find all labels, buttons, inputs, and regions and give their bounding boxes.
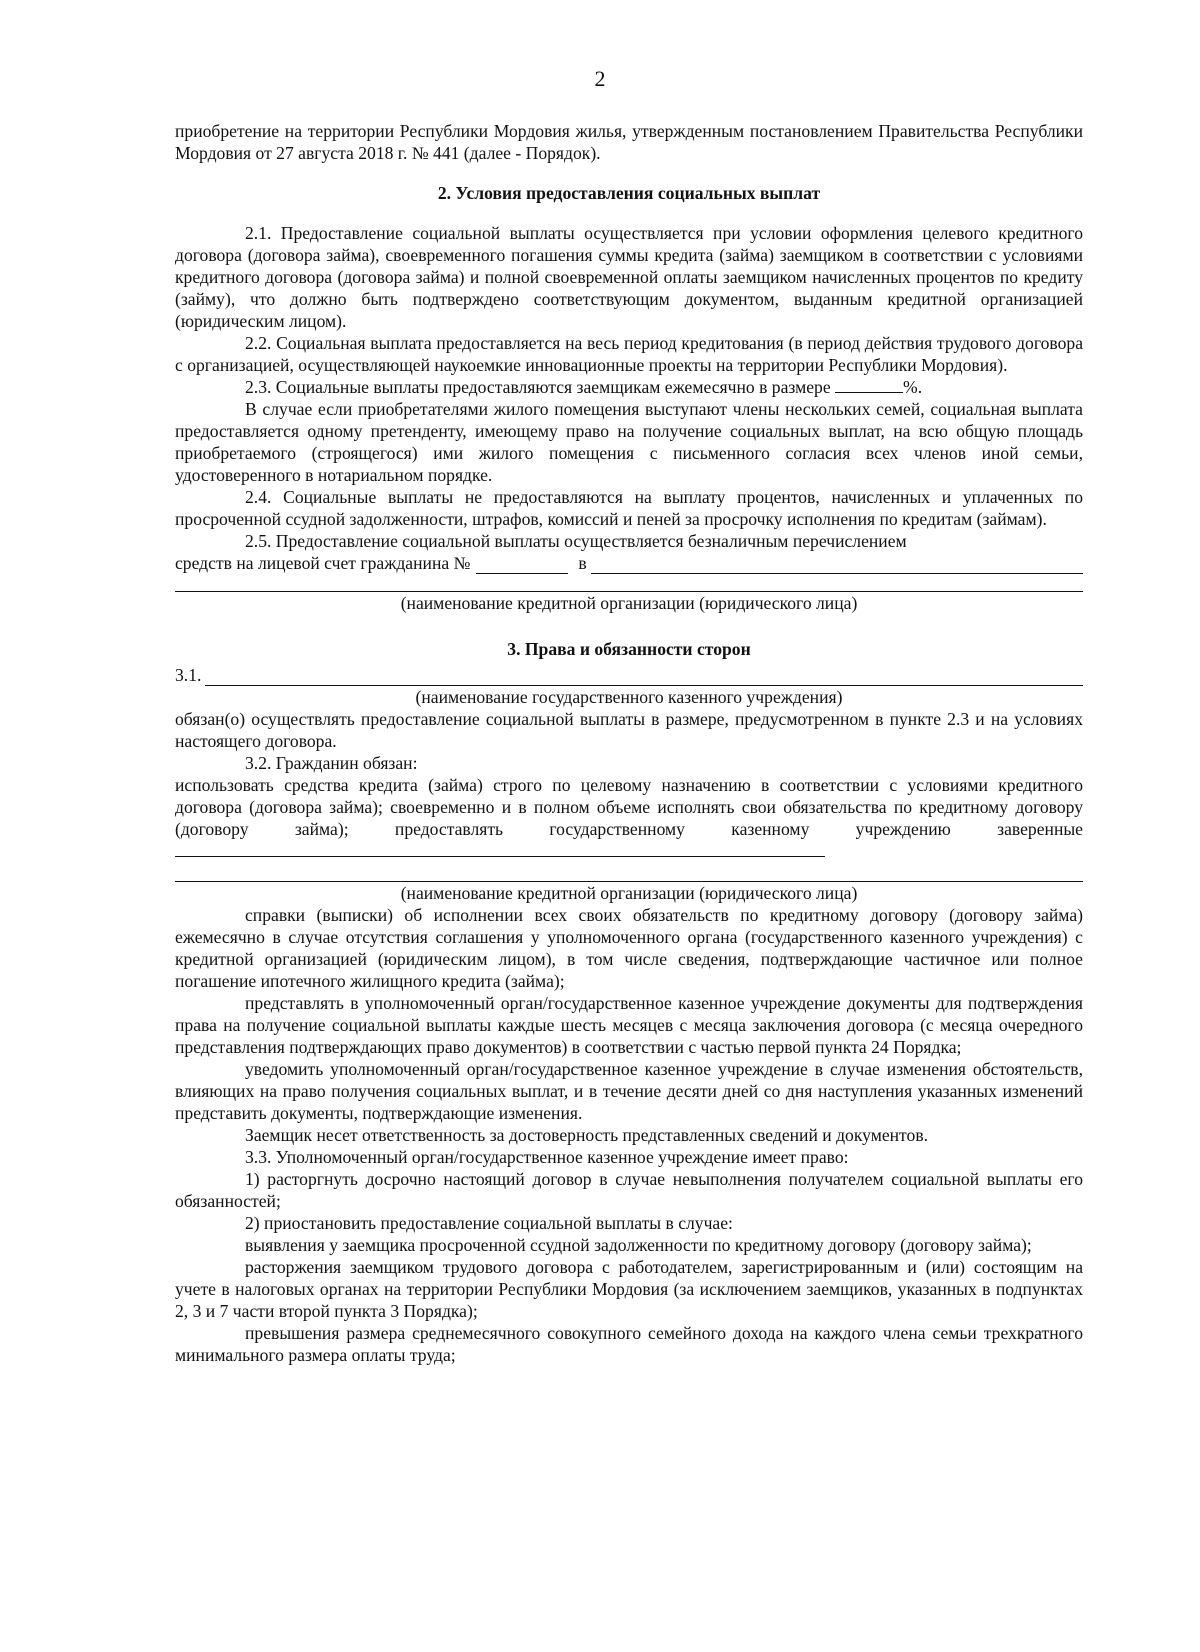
paragraph-2-4: 2.4. Социальные выплаты не предоставляются на выплату процентов, начисленных и уплаченных по просроченной ссудной задолженности, штрафов, комиссий и пеней за просрочку исполнения по кредитам (займам).: [175, 487, 1083, 529]
intro-paragraph: приобретение на территории Республики Мордовия жилья, утвержденным постановлением Правительства Республики Мордовия от 27 августа 2018 г. № 441 (далее - Порядок).: [175, 121, 1083, 163]
bank-prefix: в: [578, 553, 587, 573]
paragraph-3-3-1: 1) расторгнуть досрочно настоящий договор в случае невыполнения получателем социальной выплаты его обязанностей;: [175, 1169, 1083, 1211]
bank-name-blank: [591, 557, 1083, 574]
paragraph-3-2-head: 3.2. Гражданин обязан:: [245, 753, 418, 773]
paragraph-2-3: [175, 376, 1083, 398]
paragraph-prevysheniya: превышения размера среднемесячного совокупного семейного дохода на каждого члена семьи трехкратного минимального размера оплаты труда;: [175, 1323, 1083, 1365]
account-number-blank: [476, 557, 568, 574]
paragraph-zaemshik: Заемщик несет ответственность за достоверность представленных сведений и документов.: [245, 1125, 929, 1145]
document-body: [175, 120, 1083, 1366]
account-line: [175, 552, 1083, 574]
paragraph-3-1-text: обязан(о) осуществлять предоставление социальной выплаты в размере, предусмотренном в пункте 2.3 и на условиях настоящего договора.: [175, 709, 1083, 751]
account-label: средств на лицевой счет гражданина №: [175, 553, 471, 573]
percent-sign: %.: [903, 377, 923, 397]
paragraph-3-2-text: [175, 774, 1083, 862]
paragraph-2-1: 2.1. Предоставление социальной выплаты осуществляется при условии оформления целевого кредитного договора (договора займа), своевременного погашения суммы кредита (займа) заемщиком в соответствии с условиями кредитного договора (договора займа) и полной своевременной оплаты заемщиком начисленных процентов по кредиту (займу), что должно быть подтверждено соответствующим документом, выданным кредитной организацией (юридическим лицом).: [175, 223, 1083, 331]
paragraph-3-3-2: 2) приостановить предоставление социальной выплаты в случае:: [245, 1213, 733, 1233]
section-2-heading: 2. Условия предоставления социальных выплат: [437, 183, 821, 203]
institution-name-blank: [205, 669, 1083, 686]
percent-blank: [835, 376, 903, 393]
paragraph-spravki: справки (выписки) об исполнении всех своих обязательств по кредитному договору (договору займа) ежемесячно в случае отсутствия соглашения у уполномоченного органа (государственного казенного учреждения) с кредитной организацией (юридическим лицом), в том числе сведения, подтверждающие частичное или полное погашение ипотечного жилищного кредита (займа);: [175, 905, 1083, 991]
paragraph-3-1-label: 3.1.: [175, 665, 202, 685]
caption-credit-org-2: (наименование кредитной организации (юридического лица): [400, 883, 858, 903]
paragraph-vyyavleniya: выявления у заемщика просроченной ссудной задолженности по кредитному договору (договору займа);: [245, 1235, 1032, 1255]
paragraph-3-3-head: 3.3. Уполномоченный орган/государственное казенное учреждение имеет право:: [245, 1147, 849, 1167]
paragraph-uvedomit: уведомить уполномоченный орган/государственное казенное учреждение в случае изменения обстоятельств, влияющих на право получения социальных выплат, и в течение десяти дней со дня наступления указанных изменений представить документы, подтверждающие изменения.: [175, 1059, 1083, 1123]
caption-institution: (наименование государственного казенного учреждения): [415, 687, 843, 707]
section-3-heading: 3. Права и обязанности сторон: [507, 639, 751, 659]
certified-by-blank: [175, 840, 825, 857]
paragraph-3-2-body: использовать средства кредита (займа) строго по целевому назначению в соответствии с условиями кредитного договора (договора займа); своевременно и в полном объеме исполнять свои обязательства по кредитному договору (договору займа); предоставлять государственному казенному учреждению заверенные: [175, 775, 1083, 839]
paragraph-2-3-families: В случае если приобретателями жилого помещения выступают члены нескольких семей, социальная выплата предоставляется одному претенденту, имеющему право на получение социальных выплат, на всю общую площадь приобретаемого (строящегося) ими жилого помещения с письменного согласия всех членов иной семьи, удостоверенного в нотариальном порядке.: [175, 399, 1083, 485]
paragraph-predstavlyat: представлять в уполномоченный орган/государственное казенное учреждение документы для подтверждения права на получение социальной выплаты каждые шесть месяцев с месяца заключения договора (с месяца очередного представления подтверждающих право документов) в соответствии с частью первой пункта 24 Порядка;: [175, 993, 1083, 1057]
page-number: 2: [594, 66, 606, 91]
paragraph-2-5: 2.5. Предоставление социальной выплаты осуществляется безналичным перечислением: [245, 531, 907, 551]
paragraph-rastorzheniya: расторжения заемщиком трудового договора с работодателем, зарегистрированным и (или) состоящим на учете в налоговых органах на территории Республики Мордовия (за исключением заемщиков, указанных в подпунктах 2, 3 и 7 части второй пункта 3 Порядка);: [175, 1257, 1083, 1321]
paragraph-2-2: 2.2. Социальная выплата предоставляется на весь период кредитования (в период действия трудового договора с организацией, осуществляющей наукоемкие инновационные проекты на территории Республики Мордовия).: [175, 333, 1083, 375]
paragraph-3-1-line: [175, 664, 1083, 686]
caption-credit-org: (наименование кредитной организации (юридического лица): [400, 593, 858, 613]
paragraph-2-3-text: 2.3. Социальные выплаты предоставляются заемщикам ежемесячно в размере: [245, 377, 831, 397]
